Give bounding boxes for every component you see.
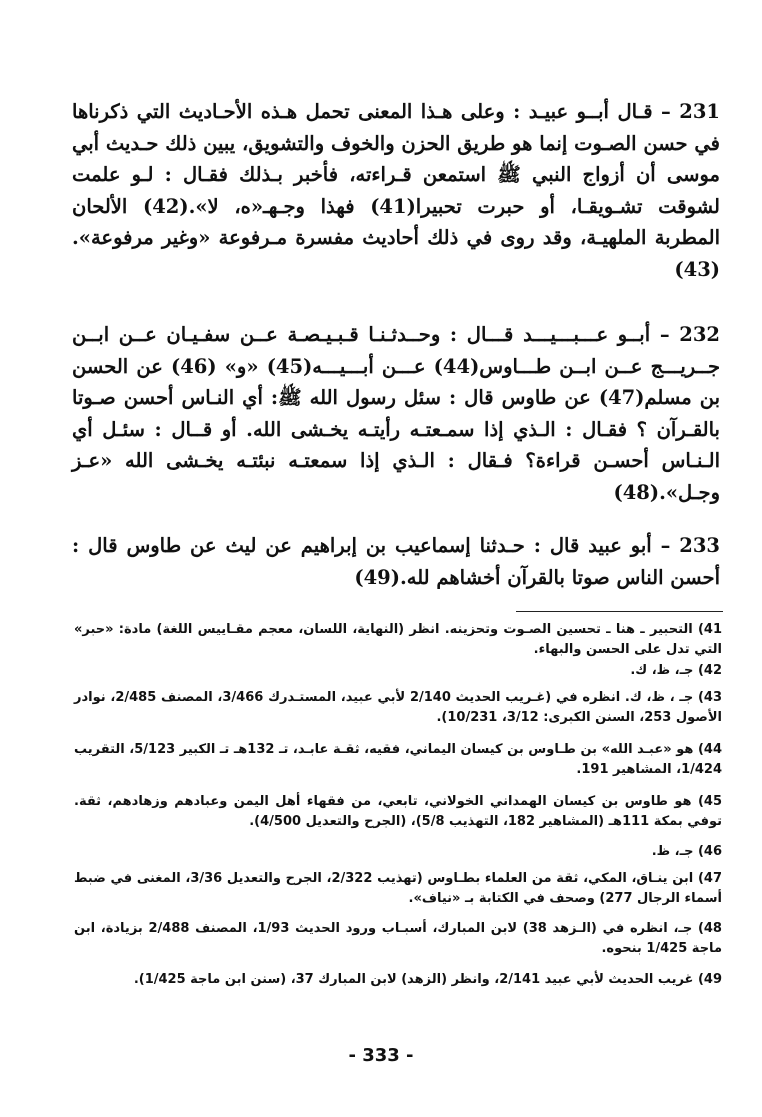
footnote-49: 49) غريب الحديث لأبي عبيد 2/141، وانظر (الزهد) لابن المبارك 37، (سنن ابن ماجة 1/425). xyxy=(133,972,722,987)
footnote-separator xyxy=(516,611,723,612)
footnote-42: 42) جـ، ظ، ك. xyxy=(630,663,722,678)
paragraph-233: 233 – أبو عبيد قال : حـدثنا إسماعيب بن إبراهيم عن ليث عن طاوس قال : أحسن الناس صوتا بالقرآن أخشاهم لله.(49) xyxy=(72,534,720,589)
footnote-45: 45) هو طاوس بن كيسان الهمداني الخولاني، تابعي، من فقهاء أهل اليمن وعبادهم وزهادهم، ثقة. توفي بمكة 111هـ (المشاهير 182، التهذيب 5/8)، (الجرح والتعديل 4/500). xyxy=(74,794,722,829)
footnote-46: 46) جـ، ظ. xyxy=(651,844,722,859)
footnote-43: 43) جـ ، ظ، ك. انظره في (غـريب الحديث 2/140 لأبي عبيد، المستـدرك 3/466، المصنف 2/485، نوادر الأصول 253، السنن الكبرى: 3/12، 10/231). xyxy=(74,690,723,725)
footnote-44: 44) هو «عبـد الله» بن طـاوس بن كيسان اليماني، فقيه، ثقـة عابـد، تـ 132هـ تـ الكبير 5/123، التقريب 1/424، المشاهير 191. xyxy=(74,742,722,777)
footnote-48: 48) جـ، انظره في (الـزهد 38) لابن المبارك، أسبـاب ورود الحديث 1/93، المصنف 2/488 بزيادة، ابن ماجة 1/425 بنحوه. xyxy=(74,921,722,956)
footnote-41: 41) التحبير ـ هنا ـ تحسين الصـوت وتحزينه. انظر (النهاية، اللسان، معجم مقـاييس اللغة) مادة: «حبر» التي تدل على الحسن والبهاء. xyxy=(74,622,722,657)
paragraph-231: 231 – قـال أبــو عبيـد : وعلى هـذا المعنى تحمل هـذه الأحـاديث التي ذكرناها في حسن الصـوت إنما هو طريق الحزن والخوف والتشويق، يبين ذلك حـديث أبي موسى أن أزواج النبي ﷺ استمعن قـراءته، فأخبر بـذلك فقـال : لـو علمت لشوقت تشـويقـا، أو حبرت تحبيرا(41) فهذا وجـهـ«ه، لا».(42) الألحان المطربة الملهيـة، وقد روى في ذلك أحاديث مفسرة مـرفوعة «وغير مرفوعة».(43) xyxy=(72,100,720,281)
paragraph-232: 232 – أبــو عـــبـــيـــد قـــال : وحــدثـنـا قـبـيـصـة عــن سفـيـان عــن ابــن جــريـــج عــن ابــن طـــاوس(44) عـــن أبـــيـــه(45) «و» (46) عن الحسن بن مسلم(47) عن طاوس قال : سئل رسول الله ﷺ: أي النـاس أحسن صـوتا بالقـرآن ؟ فقـال : الـذي إذا سمـعتـه رأيتـه يخـشى الله. أو قــال : سئـل أي الـنـاس أحسـن قراءة؟ فـقال : الـذي إذا سمعتـه نبئتـه يخـشى الله «عـز وجـل».(48) xyxy=(72,323,720,504)
footnote-47: 47) ابن ينـاق، المكي، ثقة من العلماء بطـاوس (تهذيب 2/322، الجرح والتعديل 3/36، المغنى في ضبط أسماء الرجال 277) وصحف في الكتابة بـ «نياف». xyxy=(74,871,722,906)
page-number: - 333 - xyxy=(348,1045,414,1066)
